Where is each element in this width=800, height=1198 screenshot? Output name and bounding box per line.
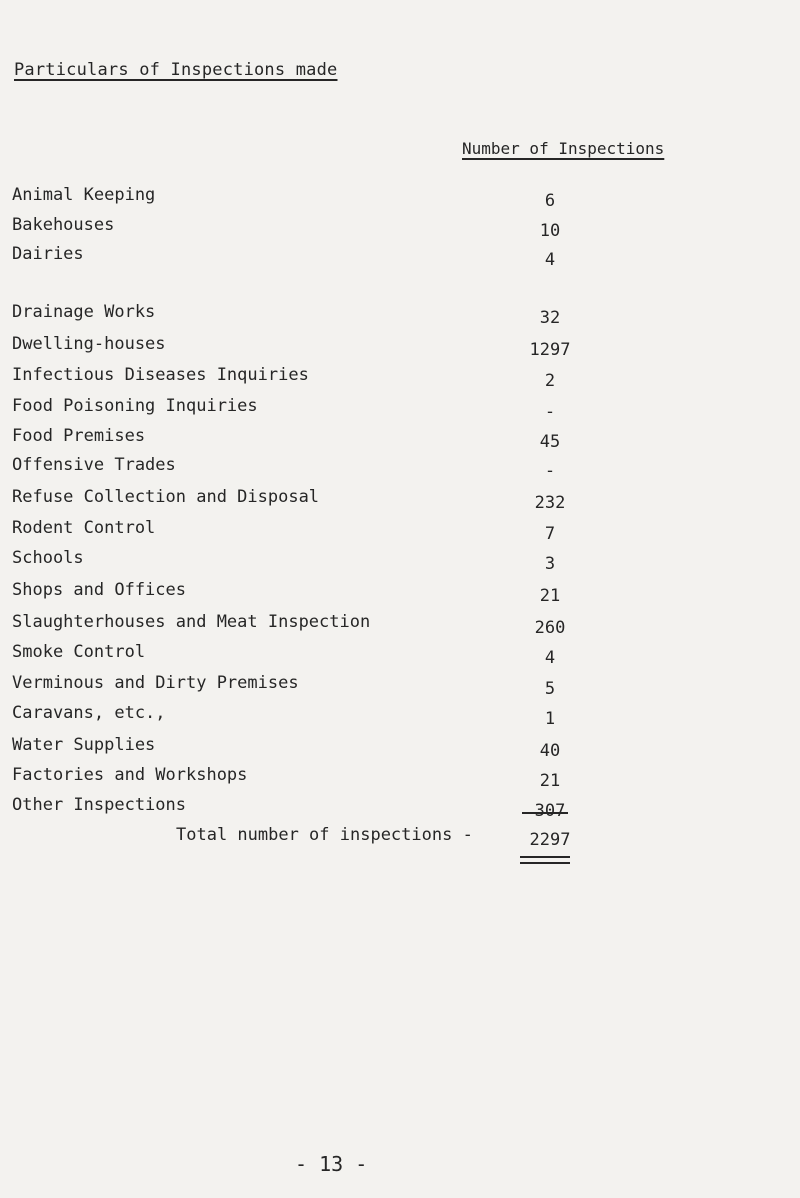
row-label: Slaughterhouses and Meat Inspection <box>12 612 371 632</box>
row-value: 32 <box>539 308 561 328</box>
table-row <box>0 580 800 608</box>
row-value: 232 <box>534 493 566 513</box>
row-label: Factories and Workshops <box>12 765 248 785</box>
row-value: - <box>544 461 556 481</box>
table-row <box>0 765 800 793</box>
row-value: 1297 <box>529 340 571 360</box>
row-label: Drainage Works <box>12 302 156 322</box>
table-row <box>0 673 800 701</box>
table-row <box>0 302 800 330</box>
row-label: Water Supplies <box>12 735 156 755</box>
table-row <box>0 612 800 640</box>
row-label: Offensive Trades <box>12 455 176 475</box>
row-value: 45 <box>539 432 561 452</box>
row-label: Schools <box>12 548 84 568</box>
row-value: 307 <box>534 801 566 821</box>
row-value: - <box>544 402 556 422</box>
table-row <box>0 185 800 213</box>
row-label: Bakehouses <box>12 215 115 235</box>
row-label: Rodent Control <box>12 518 156 538</box>
table-row <box>0 244 800 272</box>
row-value: 6 <box>544 191 556 211</box>
row-label: Infectious Diseases Inquiries <box>12 365 309 385</box>
row-value: 4 <box>544 648 556 668</box>
table-row <box>0 735 800 763</box>
table-row <box>0 396 800 424</box>
row-label: Food Poisoning Inquiries <box>12 396 258 416</box>
row-value: 2 <box>544 371 556 391</box>
row-value: 260 <box>534 618 566 638</box>
row-label: Caravans, etc., <box>12 703 166 723</box>
table-row <box>0 795 800 823</box>
table-row <box>0 548 800 576</box>
page-title: Particulars of Inspections made <box>14 60 338 80</box>
row-value: 7 <box>544 524 556 544</box>
row-label: Dwelling-houses <box>12 334 166 354</box>
row-label: Verminous and Dirty Premises <box>12 673 299 693</box>
row-value: 40 <box>539 741 561 761</box>
total-value: 2297 <box>529 830 571 850</box>
table-row <box>0 334 800 362</box>
row-label: Animal Keeping <box>12 185 156 205</box>
row-value: 10 <box>539 221 561 241</box>
table-row <box>0 365 800 393</box>
row-value: 1 <box>544 709 556 729</box>
row-label: Other Inspections <box>12 795 186 815</box>
table-row <box>0 455 800 483</box>
total-rule <box>522 812 568 814</box>
row-label: Smoke Control <box>12 642 146 662</box>
table-row <box>0 487 800 515</box>
column-header: Number of Inspections <box>462 139 665 158</box>
table-row <box>0 215 800 243</box>
total-label: Total number of inspections - <box>176 825 473 845</box>
table-row <box>0 518 800 546</box>
row-value: 21 <box>539 586 561 606</box>
page-number: - 13 - <box>295 1152 368 1176</box>
row-label: Food Premises <box>12 426 146 446</box>
table-row <box>0 642 800 670</box>
row-value: 4 <box>544 250 556 270</box>
total-double-rule <box>520 856 570 864</box>
row-value: 3 <box>544 554 556 574</box>
table-row <box>0 426 800 454</box>
row-value: 5 <box>544 679 556 699</box>
row-label: Dairies <box>12 244 84 264</box>
row-label: Refuse Collection and Disposal <box>12 487 320 507</box>
row-value: 21 <box>539 771 561 791</box>
row-label: Shops and Offices <box>12 580 186 600</box>
table-row <box>0 703 800 731</box>
